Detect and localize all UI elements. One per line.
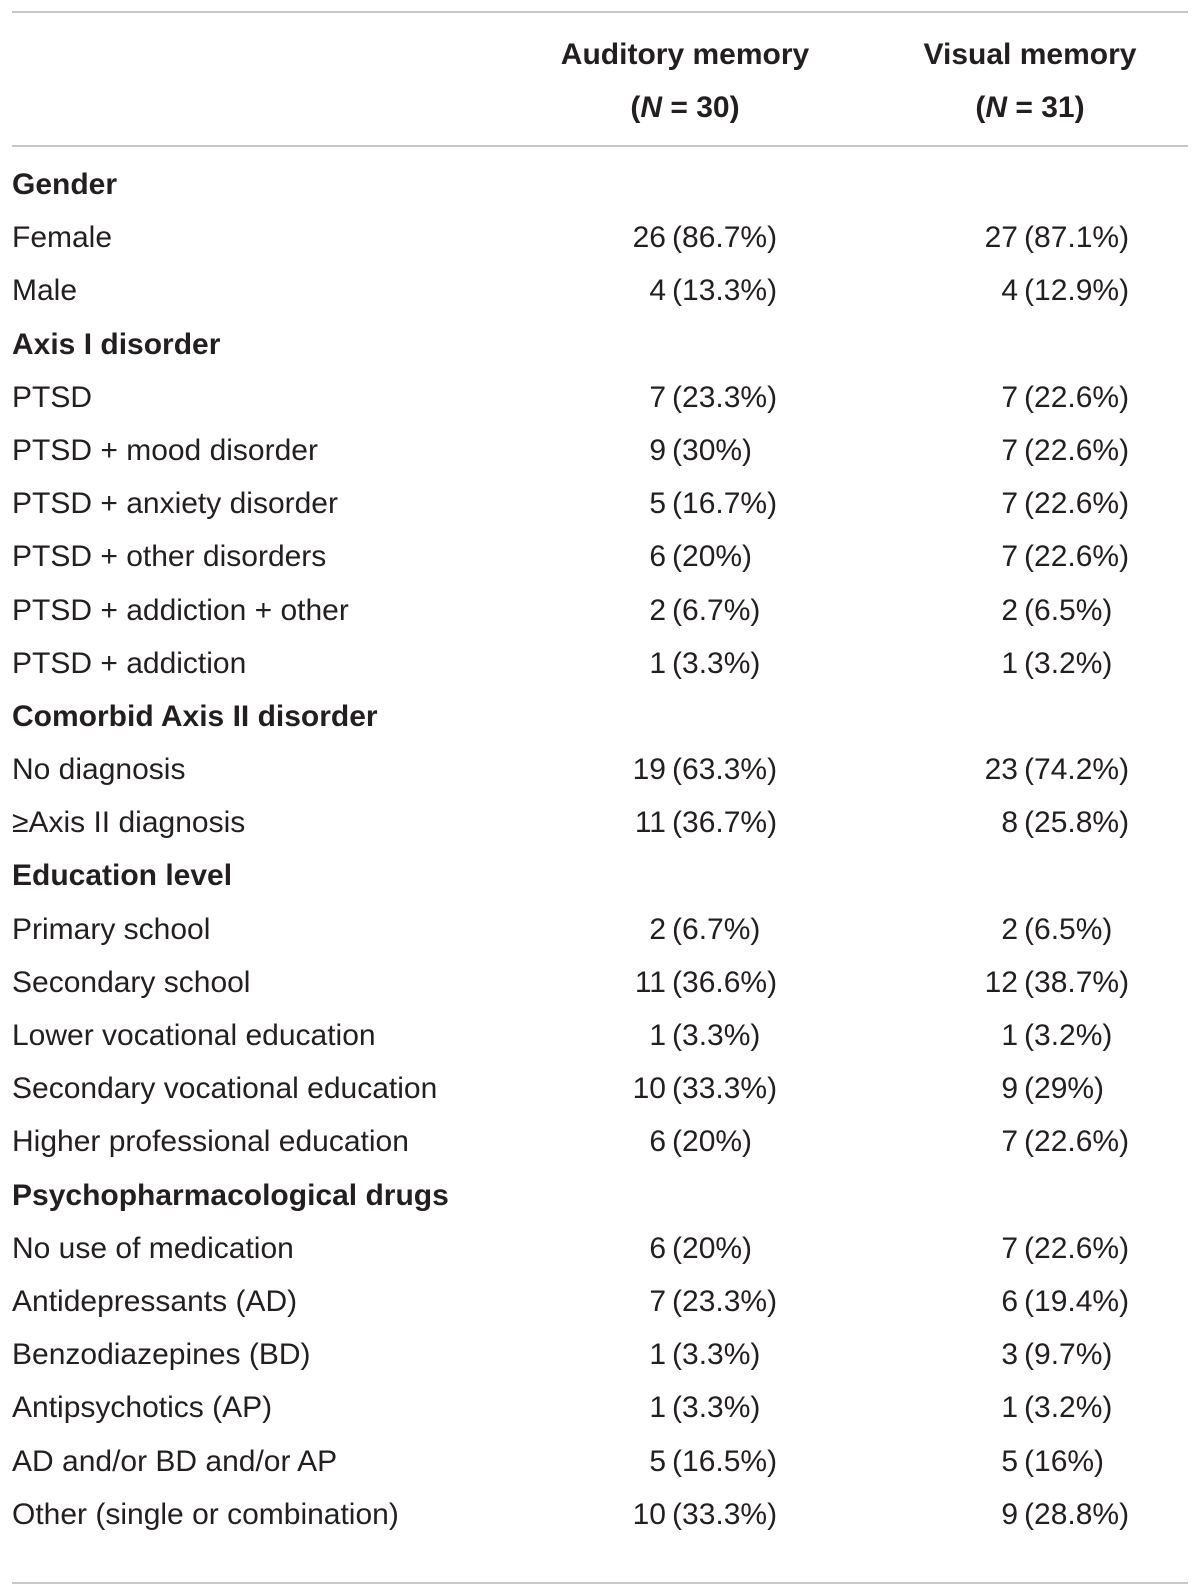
auditory-value-cell — [628, 530, 752, 583]
visual-percent: (6.5%) — [1024, 593, 1113, 627]
visual-value-cell — [980, 1381, 1112, 1434]
row-label: PTSD + addiction + other — [12, 593, 349, 627]
auditory-count: 6 — [649, 1231, 666, 1265]
auditory-percent: (3.3%) — [672, 646, 761, 680]
auditory-value-cell — [628, 371, 777, 424]
table-row — [12, 1488, 1188, 1541]
auditory-count: 26 — [632, 221, 666, 255]
visual-value-cell — [980, 1328, 1112, 1381]
table-row — [12, 424, 1188, 477]
auditory-percent: (3.3%) — [672, 1338, 761, 1372]
auditory-percent: (20%) — [672, 540, 753, 574]
auditory-count: 9 — [649, 433, 666, 467]
row-label: Lower vocational education — [12, 1019, 376, 1052]
table-row — [12, 956, 1188, 1009]
auditory-count: 1 — [649, 1338, 666, 1372]
visual-percent: (29%) — [1024, 1072, 1105, 1106]
auditory-percent: (3.3%) — [672, 1391, 761, 1425]
visual-value-cell — [980, 743, 1129, 796]
auditory-count: 2 — [649, 593, 666, 627]
row-label: Antipsychotics (AP) — [12, 1391, 273, 1425]
row-label: PTSD + mood disorder — [12, 433, 318, 467]
auditory-count: 11 — [634, 806, 666, 840]
visual-count: 7 — [1001, 433, 1018, 467]
visual-value-cell — [980, 371, 1129, 424]
auditory-value-cell — [628, 1062, 777, 1115]
visual-percent: (22.6%) — [1024, 1125, 1130, 1159]
auditory-value-cell — [628, 903, 760, 956]
auditory-value-cell — [628, 1381, 760, 1434]
visual-percent: (9.7%) — [1024, 1338, 1113, 1372]
table-top-rule — [12, 11, 1188, 13]
section-header-row — [12, 849, 1188, 902]
visual-count: 12 — [984, 965, 1018, 999]
section-label: Comorbid Axis II disorder — [12, 699, 378, 733]
visual-count: 5 — [1001, 1444, 1018, 1478]
table-row — [12, 743, 1188, 796]
row-label: PTSD + other disorders — [12, 540, 327, 574]
row-label: No diagnosis — [12, 753, 186, 787]
auditory-percent: (33.3%) — [672, 1072, 778, 1106]
visual-value-cell — [980, 424, 1129, 477]
table-row — [12, 264, 1188, 317]
visual-percent: (87.1%) — [1024, 221, 1130, 255]
table-row — [12, 477, 1188, 530]
visual-percent: (12.9%) — [1024, 274, 1130, 308]
row-label: No use of medication — [12, 1231, 294, 1265]
visual-count: 1 — [1001, 1019, 1018, 1052]
auditory-percent: (33.3%) — [672, 1497, 778, 1531]
visual-value-cell — [980, 637, 1112, 690]
auditory-count: 19 — [632, 753, 666, 787]
visual-value-cell — [980, 1435, 1104, 1488]
visual-value-cell — [980, 584, 1112, 637]
visual-percent: (3.2%) — [1024, 1019, 1113, 1052]
auditory-count: 7 — [649, 380, 666, 414]
visual-percent: (22.6%) — [1024, 487, 1130, 521]
visual-percent: (22.6%) — [1024, 1231, 1130, 1265]
auditory-count: 5 — [649, 487, 666, 521]
visual-count: 23 — [984, 753, 1018, 787]
row-label: Male — [12, 274, 78, 308]
auditory-count: 4 — [649, 274, 666, 308]
visual-value-cell — [980, 1275, 1129, 1328]
auditory-percent: (23.3%) — [672, 1284, 778, 1318]
table-row — [12, 211, 1188, 264]
auditory-percent: (13.3%) — [672, 274, 778, 308]
column-header-visual-memory — [900, 28, 1160, 134]
table-row — [12, 903, 1188, 956]
visual-percent: (6.5%) — [1024, 912, 1113, 946]
auditory-count: 1 — [649, 1391, 666, 1425]
visual-count: 2 — [1001, 912, 1018, 946]
column-header-title: Visual memory — [923, 38, 1137, 71]
auditory-percent: (23.3%) — [672, 380, 778, 414]
auditory-value-cell — [628, 584, 760, 637]
visual-count: 7 — [1001, 487, 1018, 521]
auditory-percent: (3.3%) — [672, 1019, 761, 1052]
row-label: Other (single or combination) — [12, 1497, 399, 1531]
section-label: Education level — [12, 859, 233, 893]
visual-count: 27 — [984, 221, 1018, 255]
table-row — [12, 1062, 1188, 1115]
visual-value-cell — [980, 211, 1129, 264]
visual-count: 7 — [1001, 540, 1018, 574]
auditory-value-cell — [628, 424, 752, 477]
visual-percent: (74.2%) — [1024, 753, 1130, 787]
auditory-count: 11 — [634, 965, 666, 999]
column-header-auditory-memory — [540, 28, 830, 134]
table-row — [12, 1222, 1188, 1275]
auditory-value-cell — [628, 637, 760, 690]
visual-percent: (3.2%) — [1024, 1391, 1113, 1425]
auditory-value-cell — [628, 211, 777, 264]
auditory-value-cell — [628, 1488, 777, 1541]
visual-percent: (28.8%) — [1024, 1497, 1130, 1531]
auditory-count: 1 — [649, 646, 666, 680]
auditory-value-cell — [628, 1115, 752, 1168]
section-header-row — [12, 690, 1188, 743]
table-row — [12, 637, 1188, 690]
auditory-percent: (36.6%) — [672, 965, 778, 999]
table-header-rule — [12, 145, 1188, 147]
visual-percent: (22.6%) — [1024, 540, 1130, 574]
visual-count: 4 — [1001, 274, 1018, 308]
row-label: PTSD + addiction — [12, 646, 247, 680]
section-header-row — [12, 318, 1188, 371]
auditory-percent: (16.7%) — [672, 487, 778, 521]
auditory-percent: (30%) — [672, 433, 753, 467]
auditory-value-cell — [628, 743, 777, 796]
row-label: Secondary school — [12, 965, 251, 999]
visual-value-cell — [980, 477, 1129, 530]
auditory-count: 10 — [632, 1497, 666, 1531]
auditory-value-cell — [628, 796, 777, 849]
table-row — [12, 796, 1188, 849]
visual-value-cell — [980, 903, 1112, 956]
visual-value-cell — [980, 1488, 1129, 1541]
table-body — [12, 158, 1188, 1541]
auditory-count: 2 — [649, 912, 666, 946]
visual-percent: (22.6%) — [1024, 433, 1130, 467]
auditory-percent: (6.7%) — [672, 912, 761, 946]
auditory-value-cell — [628, 1435, 777, 1488]
auditory-percent: (20%) — [672, 1125, 753, 1159]
auditory-percent: (36.7%) — [672, 806, 778, 840]
row-label: Benzodiazepines (BD) — [12, 1338, 311, 1372]
table-row — [12, 1275, 1188, 1328]
row-label: Primary school — [12, 912, 211, 946]
auditory-count: 7 — [649, 1284, 666, 1318]
visual-count: 2 — [1001, 593, 1018, 627]
row-label: AD and/or BD and/or AP — [12, 1444, 338, 1478]
visual-value-cell — [980, 1009, 1112, 1062]
auditory-percent: (16.5%) — [672, 1444, 778, 1478]
row-label: Antidepressants (AD) — [12, 1284, 298, 1318]
row-label: Higher professional education — [12, 1125, 409, 1159]
visual-percent: (3.2%) — [1024, 646, 1113, 680]
auditory-value-cell — [628, 1009, 760, 1062]
auditory-count: 5 — [649, 1444, 666, 1478]
visual-value-cell — [980, 1115, 1129, 1168]
visual-count: 7 — [1001, 1231, 1018, 1265]
visual-count: 3 — [1001, 1338, 1018, 1372]
visual-count: 9 — [1001, 1072, 1018, 1106]
auditory-count: 6 — [649, 1125, 666, 1159]
visual-count: 1 — [1001, 646, 1018, 680]
auditory-count: 10 — [632, 1072, 666, 1106]
table-row — [12, 1328, 1188, 1381]
visual-count: 9 — [1001, 1497, 1018, 1531]
visual-count: 7 — [1001, 380, 1018, 414]
visual-percent: (38.7%) — [1024, 965, 1130, 999]
column-header-n: (N = 30) — [630, 91, 740, 124]
section-label: Axis I disorder — [12, 327, 221, 361]
column-header-title: Auditory memory — [560, 38, 810, 71]
visual-count: 1 — [1001, 1391, 1018, 1425]
visual-percent: (22.6%) — [1024, 380, 1130, 414]
visual-value-cell — [980, 264, 1129, 317]
auditory-value-cell — [628, 264, 777, 317]
visual-value-cell — [980, 796, 1129, 849]
visual-count: 6 — [1001, 1284, 1018, 1318]
auditory-percent: (63.3%) — [672, 753, 778, 787]
visual-value-cell — [980, 530, 1129, 583]
visual-value-cell — [980, 1222, 1129, 1275]
row-label: PTSD + anxiety disorder — [12, 487, 338, 521]
table-row — [12, 371, 1188, 424]
auditory-value-cell — [628, 1328, 760, 1381]
table-row — [12, 530, 1188, 583]
auditory-value-cell — [628, 1222, 752, 1275]
visual-value-cell — [980, 956, 1129, 1009]
table-row — [12, 1381, 1188, 1434]
visual-count: 8 — [1001, 806, 1018, 840]
section-header-row — [12, 1169, 1188, 1222]
table-row — [12, 1115, 1188, 1168]
table-row — [12, 584, 1188, 637]
section-label: Psychopharmacological drugs — [12, 1178, 449, 1212]
row-label: ≥Axis II diagnosis — [12, 806, 246, 840]
row-label: Female — [12, 221, 113, 255]
row-label: Secondary vocational education — [12, 1072, 438, 1106]
visual-percent: (19.4%) — [1024, 1284, 1130, 1318]
auditory-value-cell — [628, 477, 777, 530]
visual-value-cell — [980, 1062, 1104, 1115]
row-label: PTSD — [12, 380, 93, 414]
column-header-n: (N = 31) — [975, 91, 1085, 124]
visual-percent: (16%) — [1024, 1444, 1105, 1478]
table-bottom-rule — [12, 1582, 1188, 1584]
table-row — [12, 1435, 1188, 1488]
auditory-percent: (86.7%) — [672, 221, 778, 255]
auditory-value-cell — [628, 956, 777, 1009]
visual-count: 7 — [1001, 1125, 1018, 1159]
auditory-percent: (6.7%) — [672, 593, 761, 627]
auditory-count: 6 — [649, 540, 666, 574]
section-label: Gender — [12, 168, 118, 201]
table-row — [12, 1009, 1188, 1062]
visual-percent: (25.8%) — [1024, 806, 1130, 840]
auditory-value-cell — [628, 1275, 777, 1328]
auditory-percent: (20%) — [672, 1231, 753, 1265]
section-header-row — [12, 158, 1188, 211]
auditory-count: 1 — [649, 1019, 666, 1052]
